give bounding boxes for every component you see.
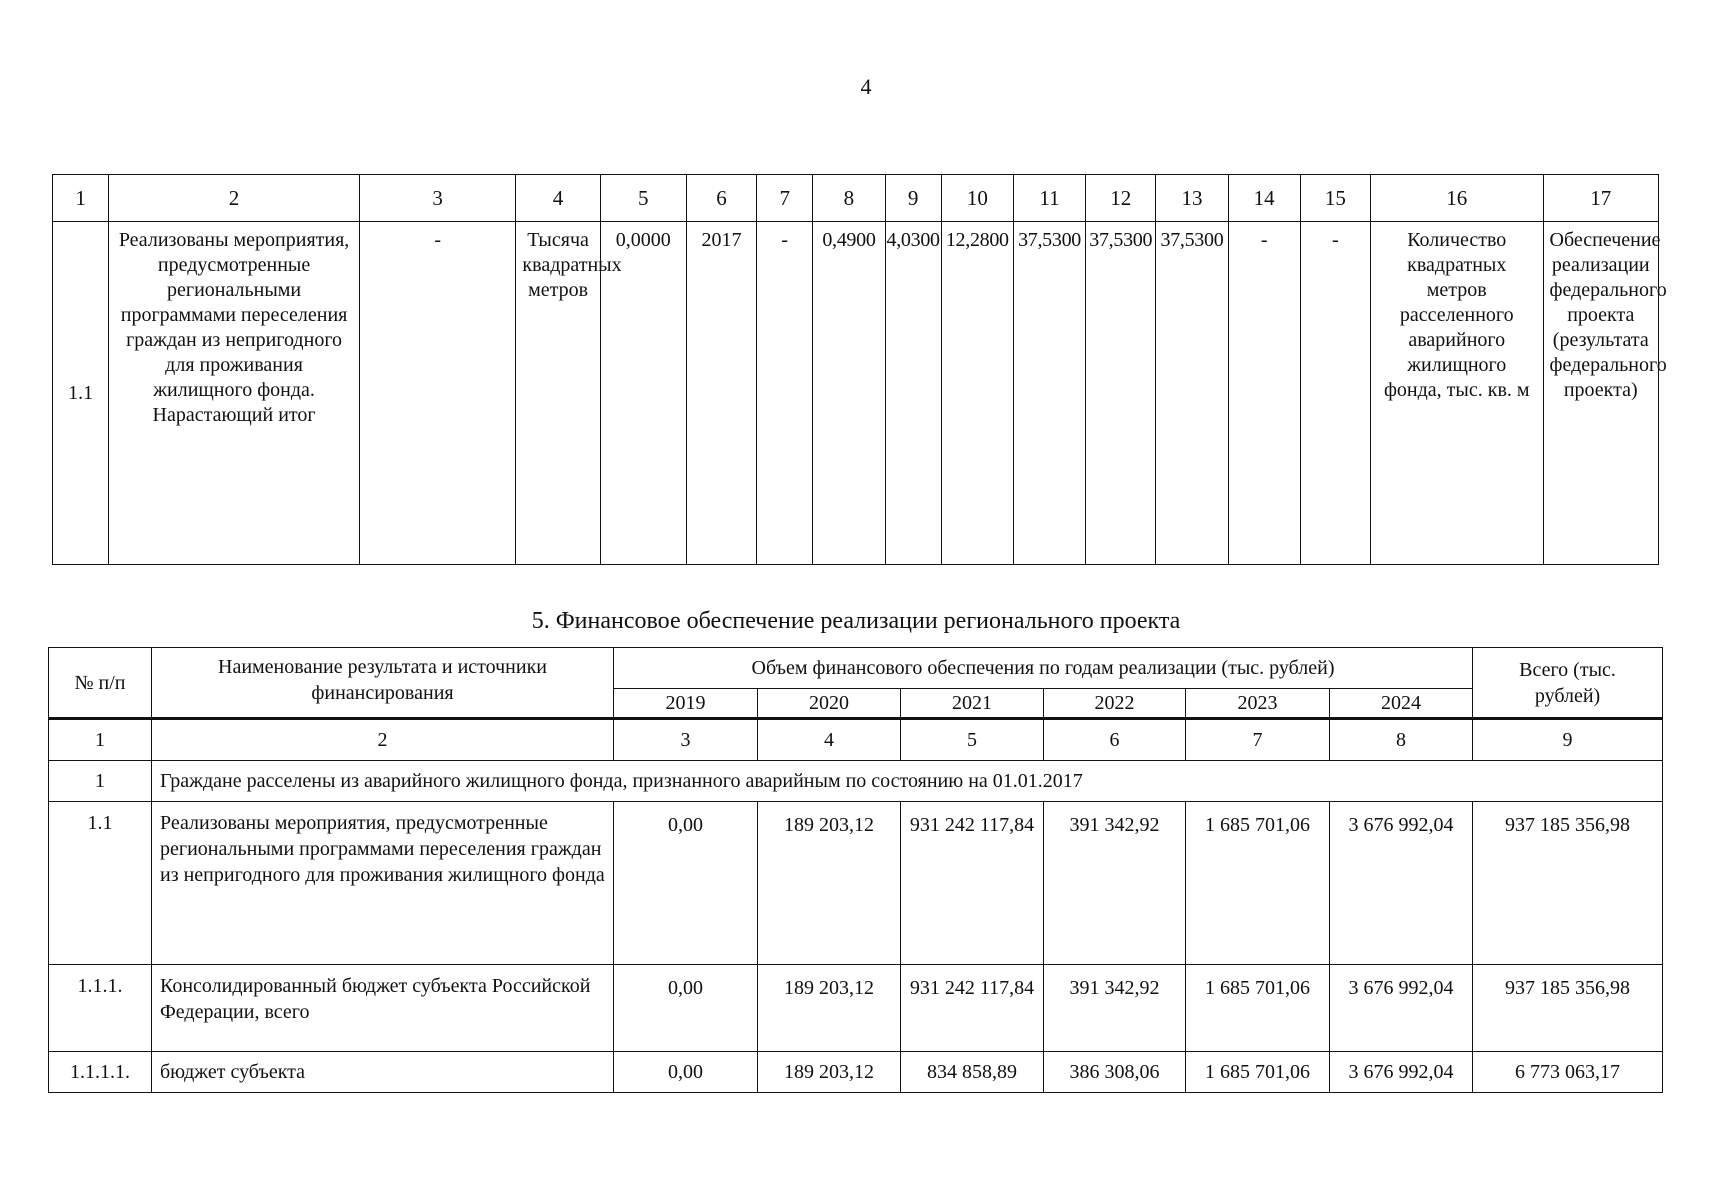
column-number: 1 <box>49 719 152 761</box>
cell-7: - <box>757 222 813 565</box>
value-cell: 189 203,12 <box>758 1052 901 1093</box>
total-cell: 6 773 063,17 <box>1473 1052 1663 1093</box>
value-cell: 3 676 992,04 <box>1330 1052 1473 1093</box>
year-header: 2023 <box>1186 689 1330 719</box>
row-name: Реализованы мероприятия, предусмотренные региональными программами переселения граждан из непригодного для проживания жилищного фонда <box>152 802 614 965</box>
table1-header-cell: 12 <box>1086 175 1156 222</box>
table1-header-cell: 10 <box>941 175 1013 222</box>
row-number: 1.1.1. <box>49 965 152 1052</box>
value-cell: 1 685 701,06 <box>1186 965 1330 1052</box>
table1-header-cell: 14 <box>1228 175 1300 222</box>
table1-header-cell: 15 <box>1300 175 1370 222</box>
column-number: 4 <box>758 719 901 761</box>
column-number: 6 <box>1044 719 1186 761</box>
value-cell: 1 685 701,06 <box>1186 802 1330 965</box>
value-cell: 931 242 117,84 <box>901 965 1044 1052</box>
table1-header-cell: 11 <box>1013 175 1085 222</box>
value-cell: 4,0300 <box>885 222 941 565</box>
table1-header-cell: 8 <box>813 175 885 222</box>
value-cell: 834 858,89 <box>901 1052 1044 1093</box>
year-header: 2020 <box>758 689 901 719</box>
base-value: 0,0000 <box>600 222 686 565</box>
value-cell: 386 308,06 <box>1044 1052 1186 1093</box>
table1-header-cell: 4 <box>516 175 600 222</box>
column-number: 3 <box>614 719 758 761</box>
value-cell: 0,00 <box>614 1052 758 1093</box>
section-text: Граждане расселены из аварийного жилищного фонда, признанного аварийным по состоянию на 01.01.2017 <box>152 761 1663 802</box>
row-name: Консолидированный бюджет субъекта Российской Федерации, всего <box>152 965 614 1052</box>
table1-header-cell: 9 <box>885 175 941 222</box>
table-row <box>49 802 1663 965</box>
table1-header-row <box>53 175 1659 222</box>
section-title: 5. Финансовое обеспечение реализации регионального проекта <box>531 608 1181 634</box>
value-cell: 0,4900 <box>813 222 885 565</box>
value-cell: 37,5300 <box>1156 222 1228 565</box>
table1-header-cell: 6 <box>686 175 756 222</box>
value-cell: 37,5300 <box>1086 222 1156 565</box>
table2-section-row <box>49 761 1663 802</box>
table-row <box>49 965 1663 1052</box>
header-name: Наименование результата и источники финансирования <box>152 648 614 719</box>
column-number: 9 <box>1473 719 1663 761</box>
table1-header-cell: 2 <box>109 175 360 222</box>
value-cell: 189 203,12 <box>758 802 901 965</box>
table1-header-cell: 1 <box>53 175 109 222</box>
value-cell: 0,00 <box>614 965 758 1052</box>
unit-of-measure: Тысяча квадратных метров <box>516 222 600 565</box>
result-type: Обеспечение реализации федерального проекта (результата федерального проекта) <box>1543 222 1658 565</box>
value-cell: 931 242 117,84 <box>901 802 1044 965</box>
table2-header-row <box>49 648 1663 689</box>
year-header: 2022 <box>1044 689 1186 719</box>
page-number: 4 <box>860 74 872 99</box>
total-cell: 937 185 356,98 <box>1473 802 1663 965</box>
value-cell: 391 342,92 <box>1044 802 1186 965</box>
value-cell: 3 676 992,04 <box>1330 965 1473 1052</box>
header-volume: Объем финансового обеспечения по годам реализации (тыс. рублей) <box>614 648 1473 689</box>
table1-header-cell: 17 <box>1543 175 1658 222</box>
table1-header-cell: 3 <box>359 175 515 222</box>
table-row <box>49 1052 1663 1093</box>
financing-table <box>48 647 1663 1093</box>
table1-header-cell: 16 <box>1370 175 1543 222</box>
value-cell: 189 203,12 <box>758 965 901 1052</box>
header-total: Всего (тыс. рублей) <box>1473 648 1663 719</box>
value-cell: 37,5300 <box>1013 222 1085 565</box>
table1-header-cell: 7 <box>757 175 813 222</box>
indicators-table <box>52 174 1667 565</box>
column-number: 2 <box>152 719 614 761</box>
column-number: 5 <box>901 719 1044 761</box>
result-name: Реализованы мероприятия, предусмотренные региональными программами переселения граждан из непригодного для проживания жилищного фонда. Нарастающий итог <box>109 222 360 565</box>
year-header: 2019 <box>614 689 758 719</box>
section-number: 1 <box>49 761 152 802</box>
row-number: 1.1 <box>53 222 109 565</box>
column-number: 8 <box>1330 719 1473 761</box>
cell-15: - <box>1300 222 1370 565</box>
cell-14: - <box>1228 222 1300 565</box>
row-name: бюджет субъекта <box>152 1052 614 1093</box>
year-header: 2024 <box>1330 689 1473 719</box>
table2-colnum-row <box>49 719 1663 761</box>
indicator-description: Количество квадратных метров расселенного аварийного жилищного фонда, тыс. кв. м <box>1370 222 1543 565</box>
value-cell: 3 676 992,04 <box>1330 802 1473 965</box>
header-num: № п/п <box>49 648 152 719</box>
base-year: 2017 <box>686 222 756 565</box>
table1-row <box>53 222 1659 565</box>
table1-header-cell: 13 <box>1156 175 1228 222</box>
row-number: 1.1 <box>49 802 152 965</box>
cell-3: - <box>359 222 515 565</box>
column-number: 7 <box>1186 719 1330 761</box>
total-cell: 937 185 356,98 <box>1473 965 1663 1052</box>
value-cell: 1 685 701,06 <box>1186 1052 1330 1093</box>
table1-header-cell: 5 <box>600 175 686 222</box>
year-header: 2021 <box>901 689 1044 719</box>
value-cell: 0,00 <box>614 802 758 965</box>
value-cell: 391 342,92 <box>1044 965 1186 1052</box>
value-cell: 12,2800 <box>941 222 1013 565</box>
row-number: 1.1.1.1. <box>49 1052 152 1093</box>
